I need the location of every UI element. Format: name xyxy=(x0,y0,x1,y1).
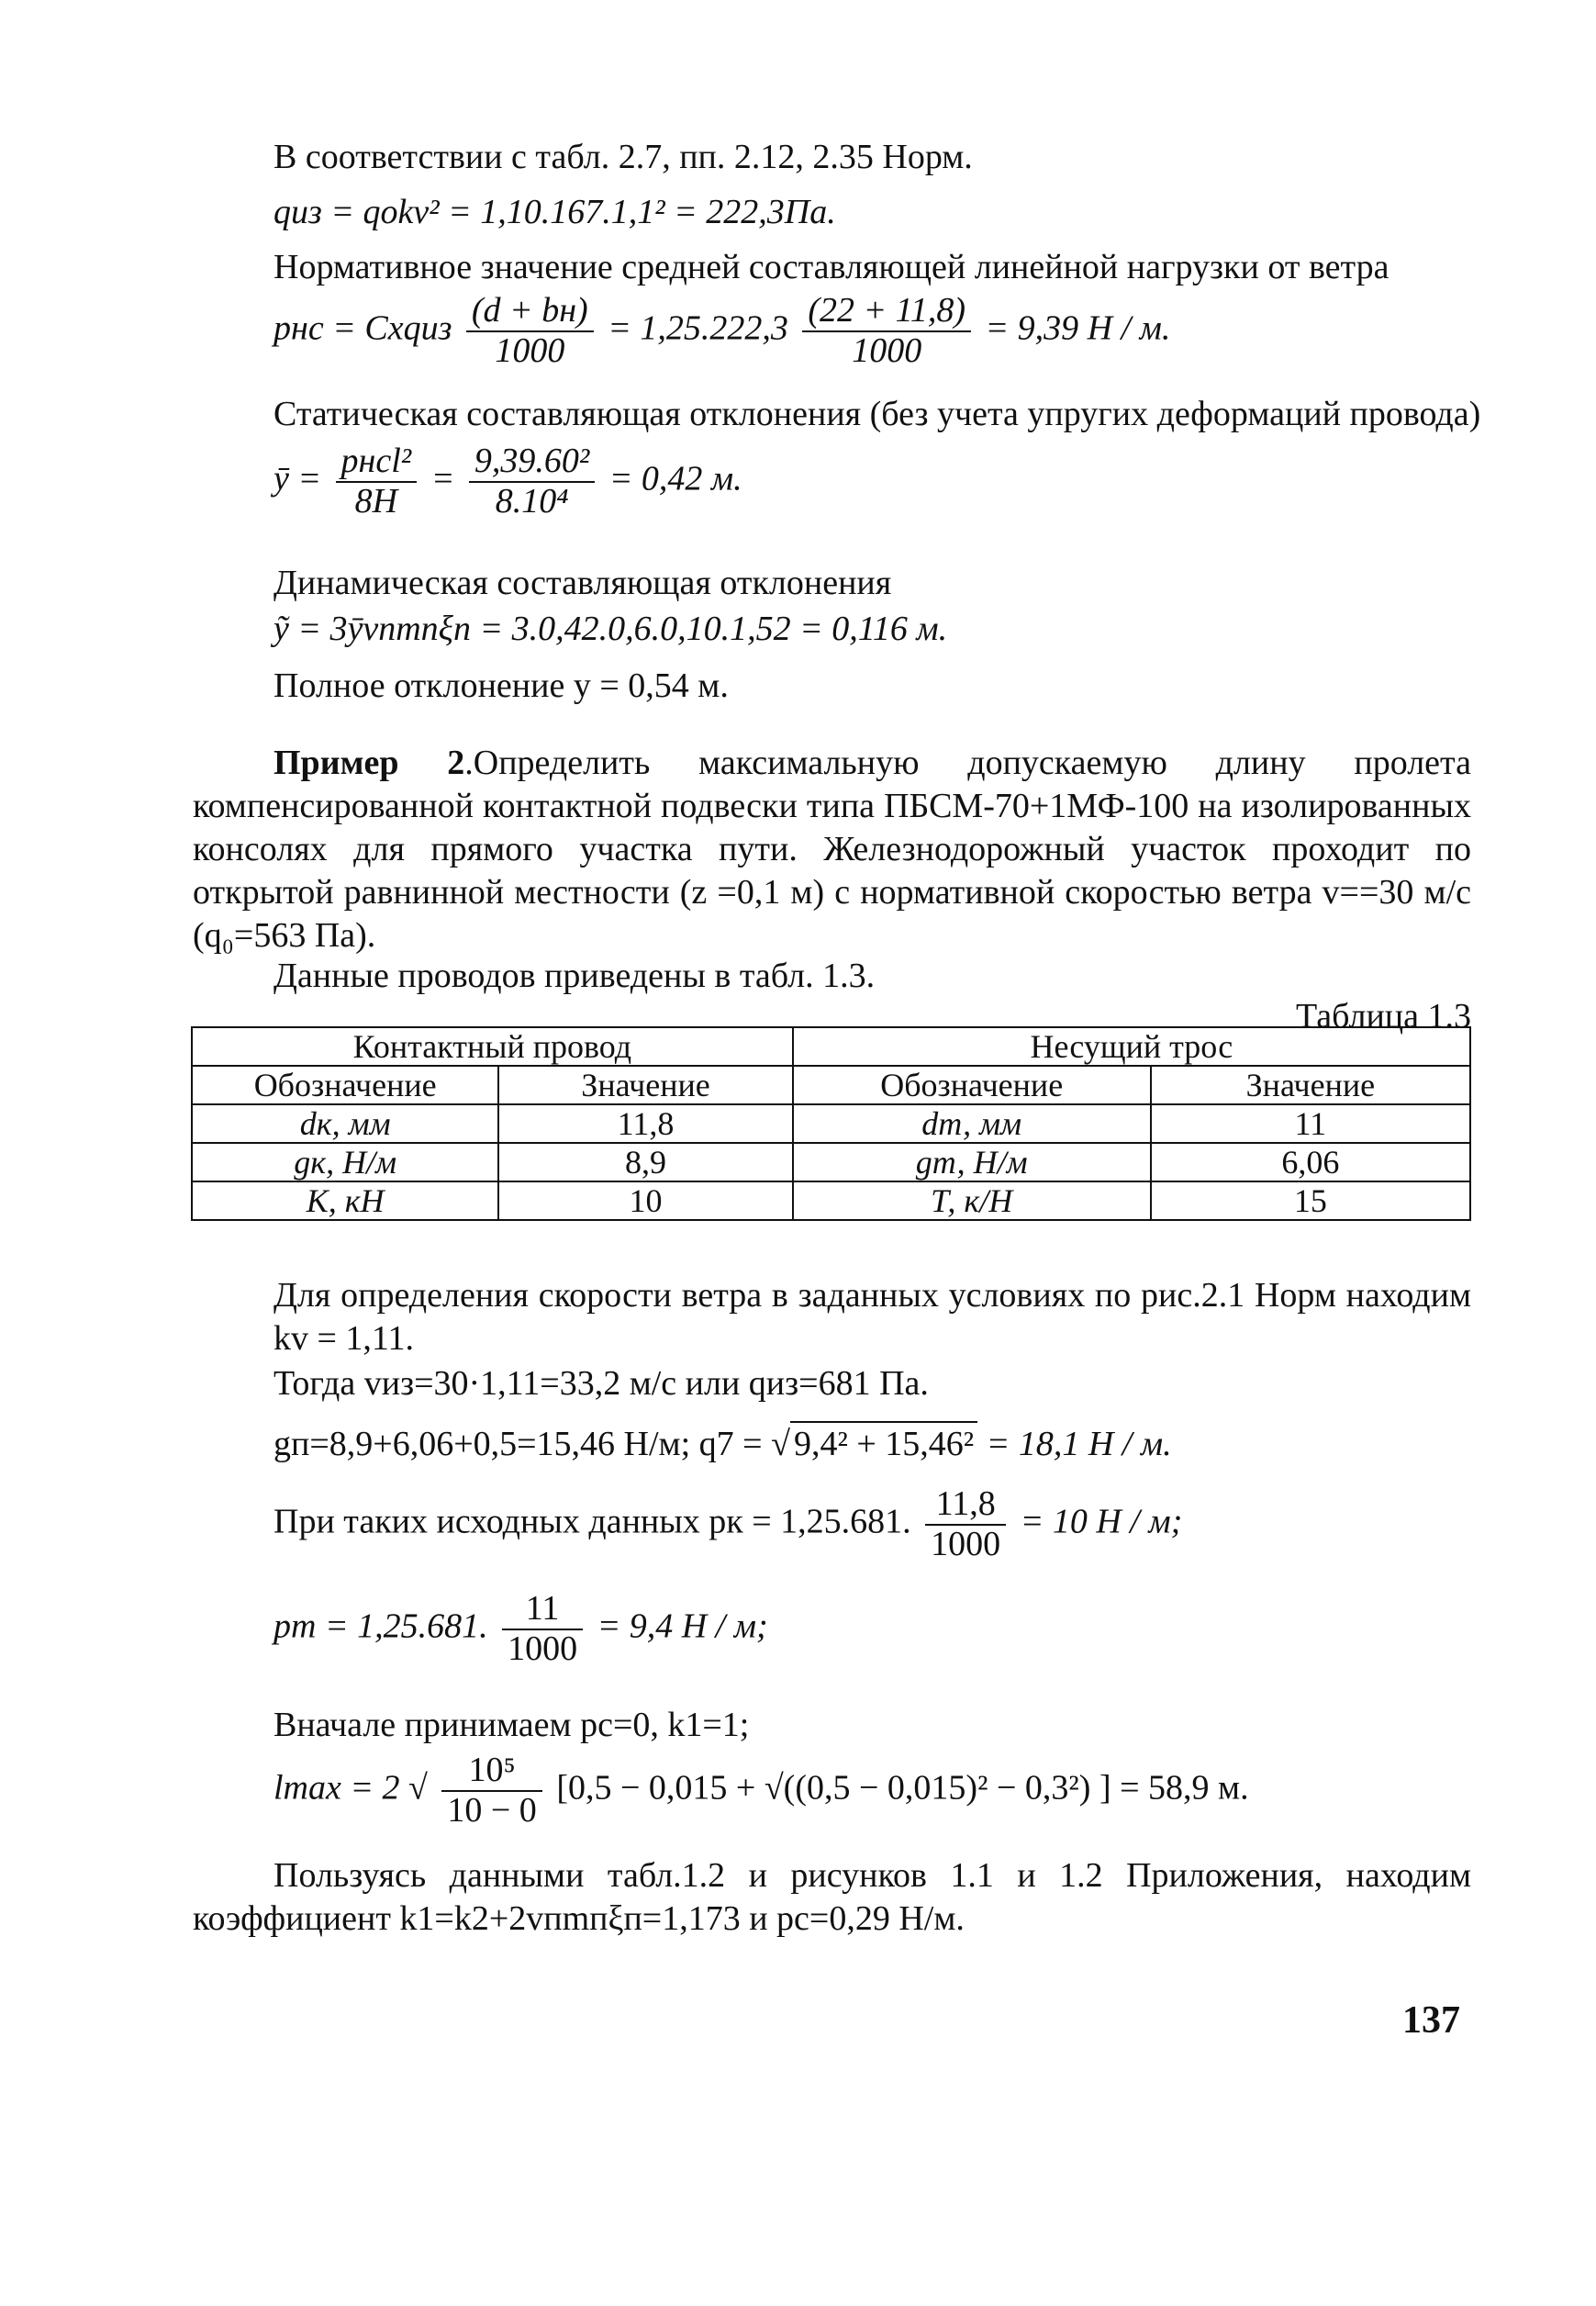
wind-speed-paragraph: Для определения скорости ветра в заданных условиях по рис.2.1 Норм находим kv = 1,11. xyxy=(273,1276,1471,1358)
formula-q-iz: qиз = qokv² = 1,10.167.1,1² = 222,3Па. xyxy=(273,193,836,231)
text-line-wind-load: Нормативное значение средней составляющей линейной нагрузки от ветра xyxy=(273,248,1390,286)
table-cell: 6,06 xyxy=(1151,1143,1470,1181)
formula-p-t-left: pт = 1,25.681. xyxy=(273,1606,488,1646)
formula-g-q7: gп=8,9+6,06+0,5=15,46 Н/м; q7 = √ 9,4² + 15,46² = 18,1 Н / м. xyxy=(273,1421,1172,1467)
table-cell: 10 xyxy=(498,1181,792,1220)
fraction-numerator: pнcl² xyxy=(336,442,418,483)
table-cell: 15 xyxy=(1151,1181,1470,1220)
fraction-numerator: (d + bн) xyxy=(466,292,594,332)
wire-data-table xyxy=(191,1026,1471,1221)
table-group-carrier-cable: Несущий трос xyxy=(793,1027,1470,1066)
table-header-cell: Значение xyxy=(1151,1066,1470,1104)
text-line-initial-assumption: Вначале принимаем pc=0, k1=1; xyxy=(273,1706,750,1744)
text-line-wind-speed: Тогда vиз=30·1,11=33,2 м/с или qиз=681 Па. xyxy=(273,1364,929,1403)
fraction-denominator: 8.10⁴ xyxy=(495,481,569,521)
table-cell: Т, к/Н xyxy=(793,1181,1151,1220)
example-2-paragraph xyxy=(193,742,1471,957)
formula-p-t xyxy=(273,1590,768,1669)
fraction-denominator: 8H xyxy=(354,481,398,521)
formula-p-n xyxy=(273,292,1170,371)
formula-p-k-left: При таких исходных данных pк = 1,25.681. xyxy=(273,1502,911,1541)
fraction-numerator: (22 + 11,8) xyxy=(802,292,971,332)
formula-p-k xyxy=(273,1485,1182,1564)
text-line-dynamic-component: Динамическая составляющая отклонения xyxy=(273,564,892,602)
table-cell: 11,8 xyxy=(498,1104,792,1143)
fraction-denominator: 1000 xyxy=(931,1524,1001,1563)
fraction-5 xyxy=(925,1485,1006,1564)
formula-y-dynamic: ỹ = 3ȳvпmпξп = 3.0,42.0,6.0,10.1,52 = 0,116 м. xyxy=(273,610,948,648)
table-row xyxy=(192,1143,1470,1181)
formula-p-t-result: = 9,4 Н / м; xyxy=(597,1606,768,1646)
fraction-numerator: 10⁵ xyxy=(441,1752,541,1792)
fraction-denominator: 1000 xyxy=(495,330,565,370)
fraction-6 xyxy=(502,1590,583,1669)
formula-y-result: = 0,42 м. xyxy=(608,459,742,498)
text-line-table-ref: Данные проводов приведены в табл. 1.3. xyxy=(273,957,876,995)
fraction-denominator: 1000 xyxy=(852,330,922,370)
table-header-cell: Обозначение xyxy=(192,1066,498,1104)
equals-sign: = xyxy=(430,459,455,498)
table-row xyxy=(192,1104,1470,1143)
table-cell: gк, Н/м xyxy=(192,1143,498,1181)
table-cell: gт, Н/м xyxy=(793,1143,1151,1181)
example-2-label: Пример 2 xyxy=(273,744,465,782)
table-cell: К, кН xyxy=(192,1181,498,1220)
table-header-cell: Обозначение xyxy=(793,1066,1151,1104)
formula-p-n-result: = 9,39 Н / м. xyxy=(985,308,1171,348)
formula-l-max: lmax = 2 √ $\frac{\text{10⁵}}{10 - 0}$ [0,5 − 0,015 + √((0,5 − 0,015)² − 0,3²) ] = 58,9 м. xyxy=(273,1751,1249,1830)
text-line-total-deflection: Полное отклонение y = 0,54 м. xyxy=(273,666,729,705)
table-row xyxy=(192,1181,1470,1220)
formula-p-k-result: = 10 Н / м; xyxy=(1020,1502,1183,1541)
table-header-cell: Значение xyxy=(498,1066,792,1104)
formula-y-static xyxy=(273,442,742,521)
table-cell: dт, мм xyxy=(793,1104,1151,1143)
coefficient-paragraph: Пользуясь данными табл.1.2 и рисунков 1.1 и 1.2 Приложения, находим коэффициент k1=k2+2vпmпξп=1,173 и pc=0,29 Н/м. xyxy=(193,1856,1471,1938)
fraction-numerator: 9,39.60² xyxy=(469,442,595,483)
table-caption: Таблица 1.3 xyxy=(1295,997,1471,1035)
formula-p-n-middle: = 1,25.222,3 xyxy=(608,308,788,348)
formula-l-max-result: = 58,9 м. xyxy=(1120,1768,1249,1808)
table-group-contact-wire: Контактный провод xyxy=(192,1027,793,1066)
formula-l-max-bracket: [0,5 − 0,015 + √((0,5 − 0,015)² − 0,3²) ] xyxy=(556,1768,1111,1808)
table-cell: 8,9 xyxy=(498,1143,792,1181)
fraction-denominator: 1000 xyxy=(508,1629,578,1668)
formula-p-n-left: pнc = Cxqиз xyxy=(273,308,452,348)
fraction-7 xyxy=(441,1752,541,1830)
text-line-static-component: Статическая составляющая отклонения (без учета упругих деформаций провода) xyxy=(273,395,1481,433)
text-line-norms-reference: В соответствии с табл. 2.7, пп. 2.12, 2.35 Норм. xyxy=(273,138,973,176)
fraction-1 xyxy=(466,292,594,371)
formula-l-max-left: lmax = 2 xyxy=(273,1768,400,1808)
sqrt-expression: 9,4² + 15,46² xyxy=(790,1421,977,1467)
fraction-denominator: 10 − 0 xyxy=(447,1790,537,1830)
fraction-numerator: 11,8 xyxy=(925,1485,1006,1526)
table-header-row xyxy=(192,1066,1470,1104)
table-cell: dк, мм xyxy=(192,1104,498,1143)
table-group-header-row xyxy=(192,1027,1470,1066)
fraction-3 xyxy=(336,442,418,521)
formula-y-left: ȳ = xyxy=(273,459,322,498)
page-number: 137 xyxy=(1402,1999,1460,2042)
formula-g-left: gп=8,9+6,06+0,5=15,46 Н/м; q7 = xyxy=(273,1425,763,1463)
example-2-text: .Определить максимальную допускаемую длину пролета компенсированной контактной подвески типа ПБСМ-70+1МФ-100 на изолированных консолях для прямого участка пути. Железнодорожный участок проходит по открытой равнинной местности (z =0,1 м) с нормативной скоростью ветра v==30 м/с (q₀=563 Па). xyxy=(193,744,1471,955)
formula-g-result: = 18,1 Н / м. xyxy=(986,1425,1172,1463)
fraction-4 xyxy=(469,442,595,521)
table-cell: 11 xyxy=(1151,1104,1470,1143)
fraction-2 xyxy=(802,292,971,371)
fraction-numerator: 11 xyxy=(502,1590,583,1630)
